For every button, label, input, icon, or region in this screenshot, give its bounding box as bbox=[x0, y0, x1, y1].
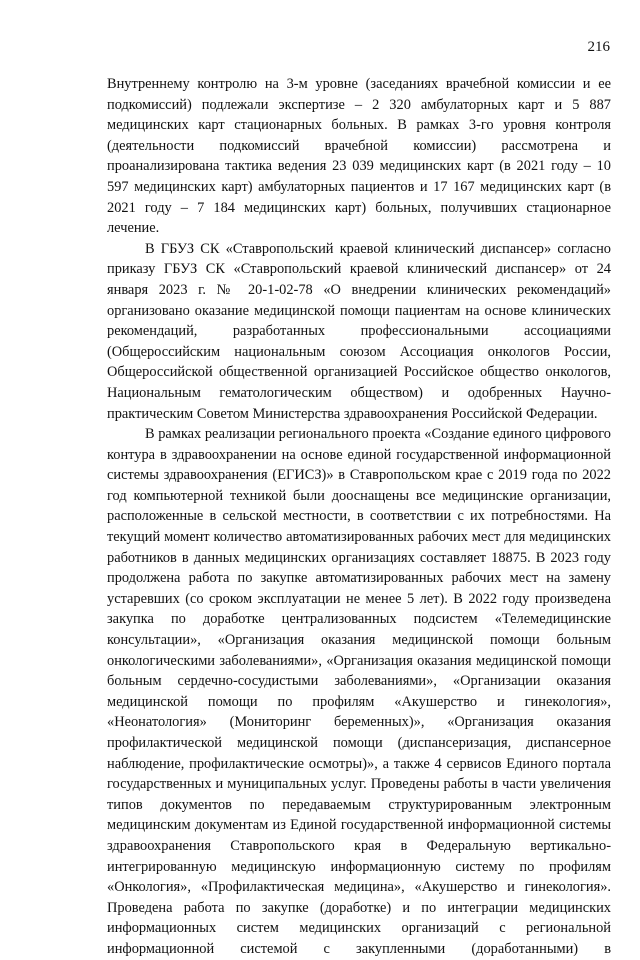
paragraph-digital-health-circuit: В рамках реализации регионального проекта «Создание единого цифрового контура в здравоохранении на основе единой государственной информационной системы здравоохранения (ЕГИСЗ)» в Ставропольском крае с 2019 года по 2022 год компьютерной техникой были дооснащены все медицинские организации, расположенные в сельской местности, в соответствии с их потребностями. На текущий момент количество автоматизированных рабочих мест для медицинских работников в данных медицинских организациях составляет 18875. В 2023 году продолжена работа по закупке автоматизированных рабочих мест на замену устаревших (со сроком эксплуатации не менее 5 лет). В 2022 году произведена закупка по доработке централизованных подсистем «Телемедицинские консультации», «Организация оказания медицинской помощи больным онкологическими заболеваниями», «Организация оказания медицинской помощи больным сердечно-сосудистыми заболеваниями», «Организации оказания медицинской помощи по профилям «Акушерство и гинекология», «Неонатология» (Мониторинг беременных)», «Организация оказания профилактической медицинской помощи (диспансеризация, диспансерное наблюдение, профилактические осмотры)», а также 4 сервисов Единого портала государственных и муниципальных услуг. Проведены работы в части увеличения типов документов по передаваемым структурированным электронным медицинским документам из Единой государственной информационной системы здравоохранения Ставропольского края в Федеральную вертикально-интегрированную медицинскую информационную систему по профилям «Онкология», «Профилактическая медицина», «Акушерство и гинекология». Проведена работа по закупке (доработке) и по интеграции медицинских информационных систем медицинских организаций с региональной информационной системой с закупленными (доработанными) в bbox=[107, 426, 611, 957]
page-number: 216 bbox=[587, 39, 610, 55]
document-body bbox=[107, 74, 611, 960]
paragraph-clinical-recommendations: В ГБУЗ СК «Ставропольский краевой клинический диспансер» согласно приказу ГБУЗ СК «Ставропольский краевой клинический диспансер» от 24 января 2023 г. № 20-1-02-78 «О внедрении клинических рекомендаций» организовано оказание медицинской помощи пациентам на основе клинических рекомендаций, разработанных профессиональными ассоциациями (Общероссийским национальным союзом Ассоциация онкологов России, Общероссийской общественной организацией Российское общество онкологов, Национальным гематологическим обществом) и одобренных Научно-практическим Советом Министерства здравоохранения Российской Федерации. bbox=[107, 240, 611, 422]
paragraph-internal-control: Внутреннему контролю на 3-м уровне (заседаниях врачебной комиссии и ее подкомиссий) подлежали экспертизе – 2 320 амбулаторных карт и 5 887 медицинских карт стационарных больных. В рамках 3-го уровня контроля (деятельности подкомиссий врачебной комиссии) рассмотрена и проанализирована тактика ведения 23 039 медицинских карт (в 2021 году – 10 597 медицинских карт) амбулаторных пациентов и 17 167 медицинских карт (в 2021 году – 7 184 медицинских карт) больных, получивших стационарное лечение. bbox=[107, 76, 611, 237]
